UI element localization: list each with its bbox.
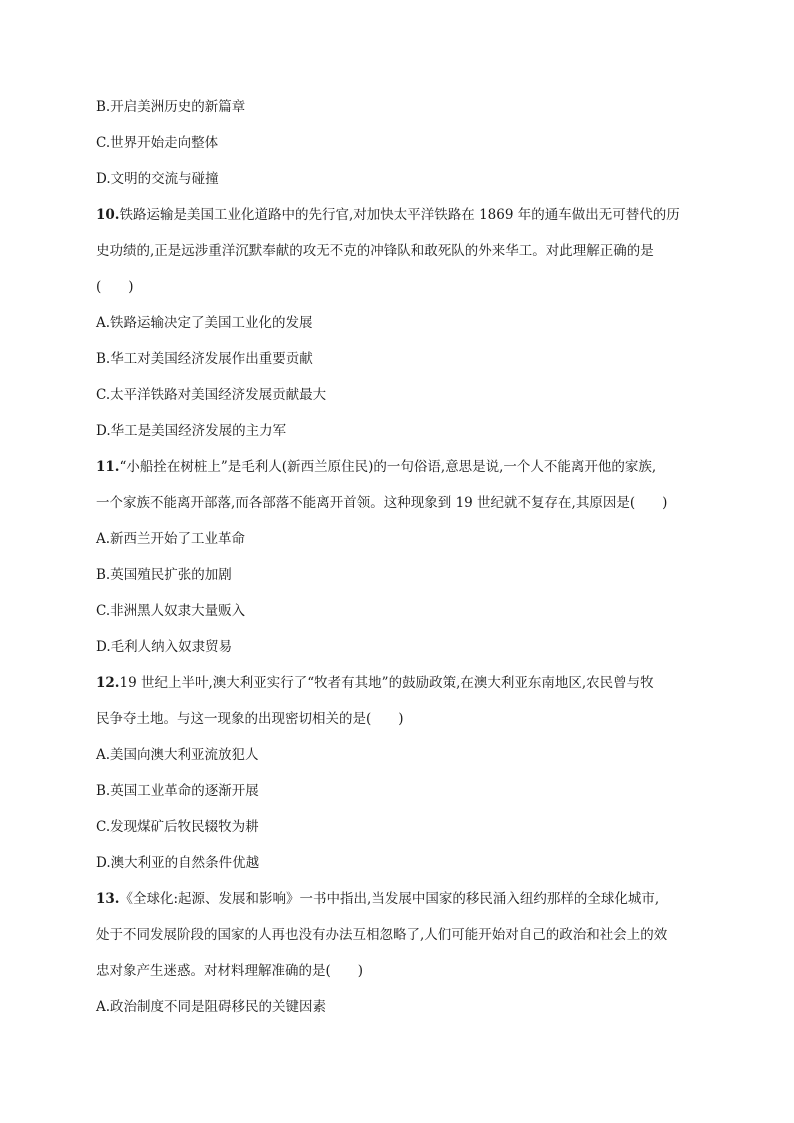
q10-option-c: C.太平洋铁路对美国经济发展贡献最大 <box>96 387 327 403</box>
q11-option-b: B.英国殖民扩张的加剧 <box>96 567 232 583</box>
q10-number: 10. <box>96 207 120 223</box>
q11-option-d: D.毛利人纳入奴隶贸易 <box>96 639 233 655</box>
q11-number: 11. <box>96 459 120 475</box>
q10-stem-line-1 <box>96 206 698 224</box>
q13-option-a: A.政治制度不同是阻碍移民的关键因素 <box>96 999 327 1015</box>
q13-stem-line-3: 忠对象产生迷惑。对材料理解准确的是( ) <box>96 963 364 979</box>
q10-option-d: D.华工是美国经济发展的主力军 <box>96 423 287 439</box>
q11-stem-line-2: 一个家族不能离开部落,而各部落不能离开首领。这种现象到 19 世纪就不复存在,其原因是( ) <box>96 495 668 511</box>
question-9-options <box>96 98 698 188</box>
q12-number: 12. <box>96 675 120 691</box>
q9-option-b: B.开启美洲历史的新篇章 <box>96 99 246 115</box>
q12-text-1: 19 世纪上半叶,澳大利亚实行了“牧者有其地”的鼓励政策,在澳大利亚东南地区,农民曾与牧 <box>119 675 654 691</box>
q12-stem-line-2: 民争夺土地。与这一现象的出现密切相关的是( ) <box>96 711 404 727</box>
q10-option-a: A.铁路运输决定了美国工业化的发展 <box>96 315 313 331</box>
q13-stem-line-2: 处于不同发展阶段的国家的人再也没有办法互相忽略了,人们可能开始对自己的政治和社会上的效 <box>96 927 668 943</box>
q11-option-c: C.非洲黑人奴隶大量贩入 <box>96 603 246 619</box>
q12-option-b: B.英国工业革命的逐渐开展 <box>96 783 259 799</box>
question-13 <box>96 890 698 1016</box>
q10-text-1: 铁路运输是美国工业化道路中的先行官,对加快太平洋铁路在 1869 年的通车做出无可替代的历 <box>119 207 680 223</box>
q10-option-b: B.华工对美国经济发展作出重要贡献 <box>96 351 313 367</box>
q11-text-1: “小船拴在树桩上”是毛利人(新西兰原住民)的一句俗语,意思是说,一个人不能离开他的家族, <box>119 459 657 475</box>
q13-stem-line-1 <box>96 890 698 908</box>
q12-option-d: D.澳大利亚的自然条件优越 <box>96 855 260 871</box>
q12-option-c: C.发现煤矿后牧民辍牧为耕 <box>96 819 259 835</box>
q13-number: 13. <box>96 891 120 907</box>
q11-option-a: A.新西兰开始了工业革命 <box>96 531 246 547</box>
question-11 <box>96 458 698 656</box>
q13-text-1: 《全球化:起源、发展和影响》一书中指出,当发展中国家的移民涌入纽约那样的全球化城市, <box>119 891 660 907</box>
question-12 <box>96 674 698 872</box>
question-10 <box>96 206 698 440</box>
q9-option-d: D.文明的交流与碰撞 <box>96 171 219 187</box>
q9-option-c: C.世界开始走向整体 <box>96 135 219 151</box>
q11-stem-line-1 <box>96 458 698 476</box>
q10-stem-line-3: ( ) <box>96 279 134 295</box>
q12-option-a: A.美国向澳大利亚流放犯人 <box>96 747 259 763</box>
q12-stem-line-1 <box>96 674 698 692</box>
q10-stem-line-2: 史功绩的,正是远涉重洋沉默奉献的攻无不克的冲锋队和敢死队的外来华工。对此理解正确的是 <box>96 243 654 259</box>
